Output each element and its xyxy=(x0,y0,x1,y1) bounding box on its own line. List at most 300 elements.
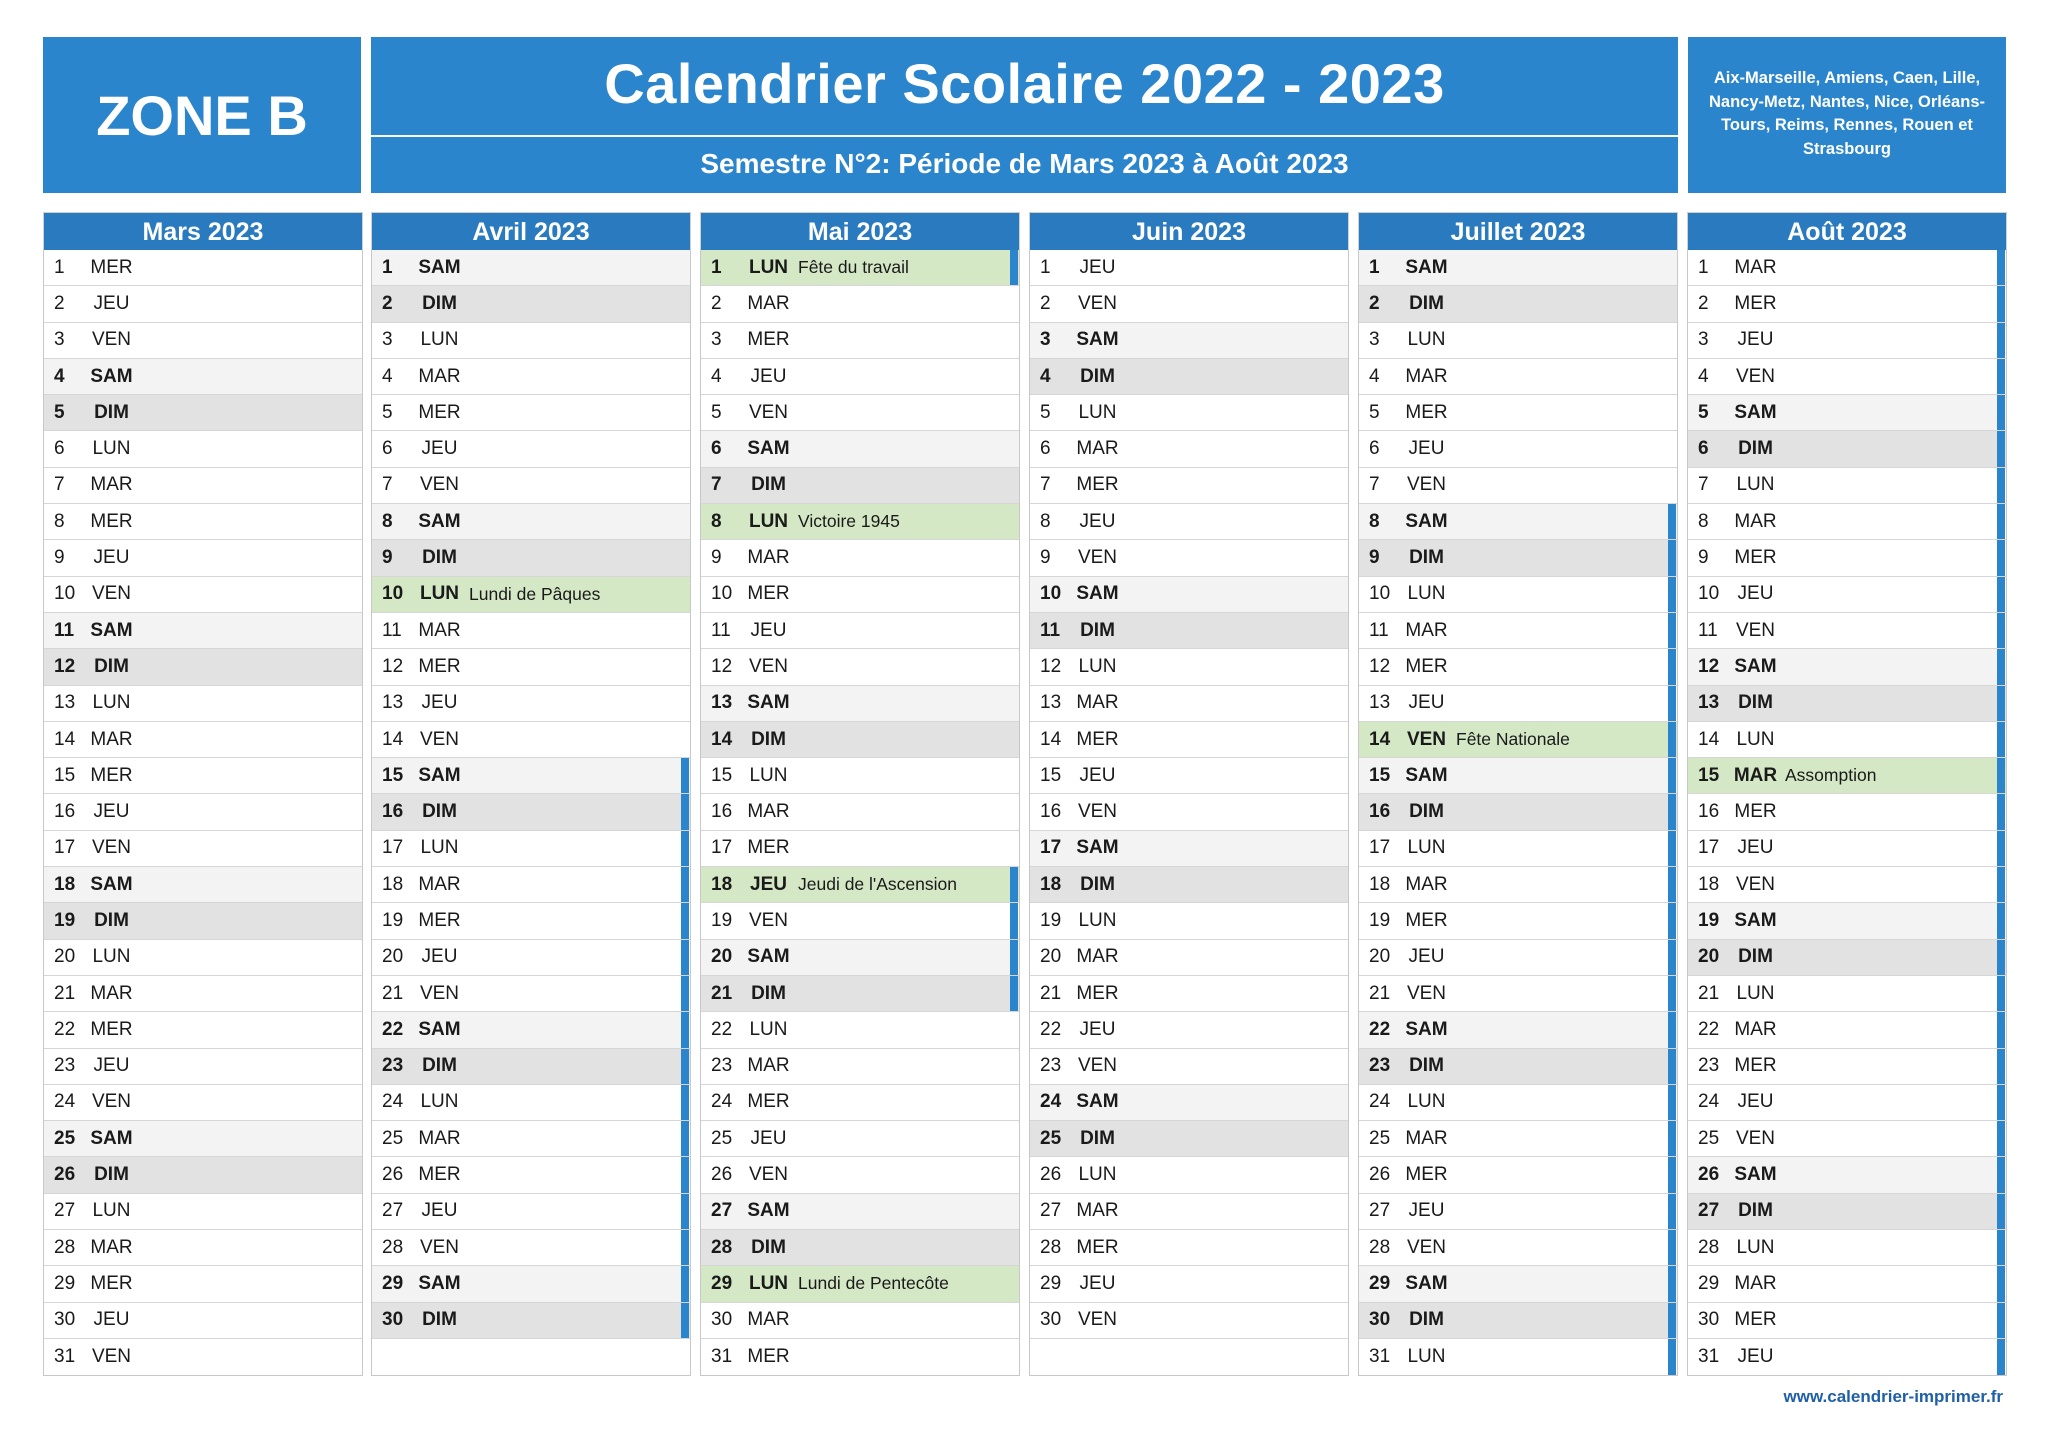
day-number: 15 xyxy=(1698,764,1720,786)
month-header: Juillet 2023 xyxy=(1358,212,1678,250)
day-row xyxy=(44,1339,362,1375)
day-row xyxy=(1688,649,2006,685)
day-number: 9 xyxy=(54,547,65,569)
weekday-label: LUN xyxy=(1407,583,1446,605)
day-row xyxy=(372,903,690,939)
vacation-marker xyxy=(1668,577,1676,612)
weekday-label: MER xyxy=(90,256,133,278)
day-row xyxy=(1030,250,1348,286)
day-row xyxy=(372,613,690,649)
day-number: 31 xyxy=(1369,1346,1391,1368)
day-number: 15 xyxy=(711,764,733,786)
vacation-marker xyxy=(1668,504,1676,539)
day-row xyxy=(701,903,1019,939)
vacation-marker xyxy=(1668,613,1676,648)
weekday-label: MER xyxy=(747,583,790,605)
day-row xyxy=(44,1049,362,1085)
weekday-label: VEN xyxy=(1406,982,1447,1004)
day-row xyxy=(44,758,362,794)
weekday-label: DIM xyxy=(94,1164,129,1186)
month-header: Mars 2023 xyxy=(43,212,363,250)
vacation-marker xyxy=(1010,903,1018,938)
day-row xyxy=(372,758,690,794)
weekday-label: VEN xyxy=(1735,619,1776,641)
day-number: 29 xyxy=(382,1272,404,1294)
day-row xyxy=(1688,831,2006,867)
day-number: 22 xyxy=(1698,1018,1720,1040)
day-row xyxy=(372,323,690,359)
day-row xyxy=(701,431,1019,467)
day-number: 4 xyxy=(1040,365,1051,387)
weekday-label: JEU xyxy=(1079,256,1116,278)
day-number: 15 xyxy=(382,764,404,786)
day-number: 1 xyxy=(1369,256,1380,278)
vacation-marker xyxy=(1997,250,2005,285)
day-list xyxy=(1029,250,1349,1376)
day-row xyxy=(1030,758,1348,794)
vacation-marker xyxy=(1997,1303,2005,1338)
day-number: 15 xyxy=(1040,764,1062,786)
weekday-label: DIM xyxy=(1738,438,1773,460)
weekday-label: DIM xyxy=(1080,873,1115,895)
day-number: 20 xyxy=(382,946,404,968)
day-row xyxy=(1688,395,2006,431)
weekday-label: LUN xyxy=(1078,655,1117,677)
weekday-label: MER xyxy=(1076,1236,1119,1258)
vacation-marker xyxy=(1668,758,1676,793)
day-number: 21 xyxy=(1698,982,1720,1004)
day-row xyxy=(1359,323,1677,359)
vacation-marker xyxy=(681,1121,689,1156)
day-number: 28 xyxy=(1369,1236,1391,1258)
weekday-label: LUN xyxy=(92,438,131,460)
day-number: 8 xyxy=(1040,510,1051,532)
day-number: 5 xyxy=(1698,401,1709,423)
month-header: Mai 2023 xyxy=(700,212,1020,250)
weekday-label: SAM xyxy=(1076,329,1119,351)
weekday-label: JEU xyxy=(93,801,130,823)
weekday-label: VEN xyxy=(748,1164,789,1186)
vacation-marker xyxy=(681,867,689,902)
month-header: Avril 2023 xyxy=(371,212,691,250)
day-number: 5 xyxy=(382,401,393,423)
day-row xyxy=(1359,831,1677,867)
day-row xyxy=(1688,359,2006,395)
day-row xyxy=(44,250,362,286)
day-row xyxy=(1030,1230,1348,1266)
day-number: 11 xyxy=(54,619,75,641)
weekday-label: MER xyxy=(747,837,790,859)
day-row xyxy=(1688,1266,2006,1302)
weekday-label: LUN xyxy=(1407,1091,1446,1113)
day-row xyxy=(701,758,1019,794)
weekday-label: MAR xyxy=(1734,1272,1777,1294)
weekday-label: MAR xyxy=(747,1055,790,1077)
weekday-label: JEU xyxy=(1737,329,1774,351)
vacation-marker xyxy=(681,1085,689,1120)
day-number: 8 xyxy=(1369,510,1380,532)
day-number: 31 xyxy=(54,1346,76,1368)
weekday-label: VEN xyxy=(91,583,132,605)
day-row xyxy=(1359,1049,1677,1085)
day-number: 24 xyxy=(1369,1091,1391,1113)
day-number: 18 xyxy=(54,873,76,895)
day-row xyxy=(701,686,1019,722)
weekday-label: LUN xyxy=(749,764,788,786)
weekday-label: MER xyxy=(1076,982,1119,1004)
month-header: Juin 2023 xyxy=(1029,212,1349,250)
weekday-label: MAR xyxy=(90,982,133,1004)
vacation-marker xyxy=(1997,1194,2005,1229)
day-row xyxy=(1030,613,1348,649)
day-row xyxy=(372,395,690,431)
day-number: 25 xyxy=(1040,1127,1062,1149)
day-row xyxy=(1030,903,1348,939)
day-row xyxy=(372,1121,690,1157)
day-row xyxy=(372,1194,690,1230)
weekday-label: MAR xyxy=(1734,1018,1777,1040)
weekday-label: MER xyxy=(747,1091,790,1113)
vacation-marker xyxy=(1997,758,2005,793)
day-row xyxy=(372,1339,690,1375)
weekday-label: JEU xyxy=(1408,946,1445,968)
day-list xyxy=(700,250,1020,1376)
weekday-label: VEN xyxy=(91,837,132,859)
day-number: 12 xyxy=(1698,655,1720,677)
weekday-label: DIM xyxy=(422,801,457,823)
vacation-marker xyxy=(1997,1339,2005,1375)
day-number: 3 xyxy=(382,329,393,351)
weekday-label: SAM xyxy=(418,1272,461,1294)
weekday-label: JEU xyxy=(750,1127,787,1149)
weekday-label: DIM xyxy=(751,474,786,496)
day-row xyxy=(44,1303,362,1339)
vacation-marker xyxy=(1997,1049,2005,1084)
weekday-label: JEU xyxy=(1737,1346,1774,1368)
weekday-label: MER xyxy=(1405,655,1448,677)
vacation-marker xyxy=(681,1266,689,1301)
vacation-marker xyxy=(1668,903,1676,938)
day-number: 14 xyxy=(54,728,76,750)
website-link[interactable]: www.calendrier-imprimer.fr xyxy=(1783,1387,2003,1406)
day-row xyxy=(701,1303,1019,1339)
vacation-marker xyxy=(1668,649,1676,684)
title-divider xyxy=(371,135,1678,137)
weekday-label: SAM xyxy=(1076,1091,1119,1113)
day-number: 24 xyxy=(54,1091,76,1113)
weekday-label: MAR xyxy=(747,801,790,823)
vacation-marker xyxy=(1997,504,2005,539)
day-row xyxy=(701,1339,1019,1375)
day-row xyxy=(1030,1012,1348,1048)
day-row xyxy=(1030,1303,1348,1339)
weekday-label: LUN xyxy=(1736,728,1775,750)
day-row xyxy=(1359,867,1677,903)
day-number: 9 xyxy=(711,547,722,569)
weekday-label: LUN xyxy=(1078,1164,1117,1186)
weekday-label: JEU xyxy=(421,438,458,460)
day-number: 27 xyxy=(1040,1200,1062,1222)
day-number: 29 xyxy=(54,1272,76,1294)
month-header: Août 2023 xyxy=(1687,212,2007,250)
day-row xyxy=(1030,686,1348,722)
day-number: 2 xyxy=(1369,292,1380,314)
day-row xyxy=(1688,903,2006,939)
weekday-label: VEN xyxy=(419,474,460,496)
day-row xyxy=(701,1012,1019,1048)
day-number: 12 xyxy=(711,655,733,677)
day-number: 21 xyxy=(382,982,404,1004)
day-number: 10 xyxy=(1369,583,1391,605)
weekday-label: LUN xyxy=(1078,401,1117,423)
day-row xyxy=(44,468,362,504)
weekday-label: VEN xyxy=(1406,474,1447,496)
weekday-label: SAM xyxy=(1076,837,1119,859)
weekday-label: LUN xyxy=(420,837,459,859)
weekday-label: VEN xyxy=(91,1346,132,1368)
day-row xyxy=(701,794,1019,830)
day-number: 18 xyxy=(1040,873,1062,895)
day-row xyxy=(44,1085,362,1121)
day-number: 25 xyxy=(54,1127,76,1149)
day-number: 17 xyxy=(1040,837,1062,859)
day-row xyxy=(1688,1085,2006,1121)
day-number: 7 xyxy=(382,474,393,496)
weekday-label: LUN xyxy=(420,329,459,351)
vacation-marker xyxy=(1997,867,2005,902)
day-number: 17 xyxy=(1369,837,1391,859)
day-row xyxy=(1688,577,2006,613)
day-row xyxy=(1688,250,2006,286)
weekday-label: SAM xyxy=(90,619,133,641)
weekday-label: SAM xyxy=(418,510,461,532)
day-row xyxy=(1030,976,1348,1012)
weekday-label: MAR xyxy=(1734,256,1777,278)
day-number: 15 xyxy=(54,764,76,786)
weekday-label: LUN xyxy=(420,1091,459,1113)
day-number: 27 xyxy=(1369,1200,1391,1222)
day-row xyxy=(701,722,1019,758)
vacation-marker xyxy=(1997,940,2005,975)
vacation-marker xyxy=(681,794,689,829)
day-row xyxy=(1688,940,2006,976)
day-number: 11 xyxy=(1040,619,1061,641)
day-row xyxy=(1030,1085,1348,1121)
day-row xyxy=(1030,794,1348,830)
weekday-label: SAM xyxy=(90,365,133,387)
day-row xyxy=(1030,1266,1348,1302)
vacation-marker xyxy=(1668,867,1676,902)
day-number: 7 xyxy=(1369,474,1380,496)
day-number: 19 xyxy=(1040,909,1062,931)
day-number: 21 xyxy=(1040,982,1062,1004)
day-row xyxy=(1688,1303,2006,1339)
weekday-label: DIM xyxy=(1409,1055,1444,1077)
vacation-marker xyxy=(1997,395,2005,430)
weekday-label: MAR xyxy=(418,365,461,387)
day-row xyxy=(1030,540,1348,576)
day-number: 11 xyxy=(1698,619,1718,641)
weekday-label: DIM xyxy=(1080,365,1115,387)
day-number: 4 xyxy=(711,365,722,387)
day-row xyxy=(1359,577,1677,613)
day-number: 19 xyxy=(1698,909,1720,931)
vacation-marker xyxy=(1668,686,1676,721)
weekday-label: SAM xyxy=(1734,1164,1777,1186)
day-row xyxy=(1688,976,2006,1012)
day-row xyxy=(701,1121,1019,1157)
vacation-marker xyxy=(1997,613,2005,648)
day-number: 7 xyxy=(1040,474,1051,496)
day-row xyxy=(44,613,362,649)
vacation-marker xyxy=(1668,1012,1676,1047)
day-row xyxy=(44,940,362,976)
day-row xyxy=(372,1085,690,1121)
day-row xyxy=(44,540,362,576)
day-number: 4 xyxy=(1369,365,1380,387)
day-row xyxy=(1030,1157,1348,1193)
title-banner xyxy=(371,37,1678,193)
day-number: 10 xyxy=(382,583,404,605)
weekday-label: LUN xyxy=(1736,474,1775,496)
day-row xyxy=(44,286,362,322)
weekday-label: MAR xyxy=(418,619,461,641)
day-row xyxy=(701,1230,1019,1266)
month-column xyxy=(1687,212,2007,1376)
weekday-label: JEU xyxy=(421,1200,458,1222)
weekday-label: MER xyxy=(1405,1164,1448,1186)
weekday-label: MER xyxy=(1405,909,1448,931)
day-number: 29 xyxy=(1040,1272,1062,1294)
day-row xyxy=(1359,1085,1677,1121)
day-row xyxy=(44,323,362,359)
weekday-label: MER xyxy=(1076,474,1119,496)
vacation-marker xyxy=(1010,976,1018,1011)
day-row xyxy=(1359,613,1677,649)
weekday-label: DIM xyxy=(94,401,129,423)
day-row xyxy=(1030,577,1348,613)
weekday-label: MER xyxy=(1734,1309,1777,1331)
day-number: 8 xyxy=(1698,510,1709,532)
weekday-label: DIM xyxy=(1409,1309,1444,1331)
day-row xyxy=(701,359,1019,395)
day-number: 28 xyxy=(1040,1236,1062,1258)
weekday-label: LUN xyxy=(1407,1346,1446,1368)
day-number: 14 xyxy=(1369,728,1391,750)
day-number: 9 xyxy=(382,547,393,569)
vacation-marker xyxy=(1997,359,2005,394)
day-row xyxy=(44,1266,362,1302)
weekday-label: MER xyxy=(90,1272,133,1294)
day-number: 2 xyxy=(1698,292,1709,314)
day-number: 11 xyxy=(382,619,402,641)
day-number: 25 xyxy=(382,1127,404,1149)
day-number: 14 xyxy=(711,728,733,750)
weekday-label: SAM xyxy=(747,438,790,460)
day-number: 27 xyxy=(1698,1200,1720,1222)
day-row xyxy=(1688,468,2006,504)
vacation-marker xyxy=(1997,722,2005,757)
vacation-marker xyxy=(1010,250,1018,285)
day-row xyxy=(1688,758,2006,794)
day-row xyxy=(44,431,362,467)
vacation-marker xyxy=(1997,1012,2005,1047)
day-row xyxy=(1688,286,2006,322)
day-number: 24 xyxy=(382,1091,404,1113)
day-number: 12 xyxy=(54,655,76,677)
day-row xyxy=(372,468,690,504)
day-row xyxy=(372,940,690,976)
day-number: 28 xyxy=(1698,1236,1720,1258)
vacation-marker xyxy=(1668,1339,1676,1375)
weekday-label: JEU xyxy=(1408,438,1445,460)
vacation-marker xyxy=(1668,722,1676,757)
vacation-marker xyxy=(1997,976,2005,1011)
weekday-label: DIM xyxy=(422,547,457,569)
holiday-label: Fête du travail xyxy=(798,257,909,278)
day-row xyxy=(701,577,1019,613)
day-number: 22 xyxy=(54,1018,76,1040)
weekday-label: LUN xyxy=(748,1272,789,1294)
day-number: 17 xyxy=(54,837,76,859)
day-row xyxy=(44,1012,362,1048)
weekday-label: LUN xyxy=(92,692,131,714)
day-number: 13 xyxy=(382,692,404,714)
day-row xyxy=(1359,649,1677,685)
vacation-marker xyxy=(681,758,689,793)
weekday-label: LUN xyxy=(1736,982,1775,1004)
vacation-marker xyxy=(1668,940,1676,975)
day-number: 10 xyxy=(1698,583,1720,605)
vacation-marker xyxy=(681,1194,689,1229)
day-row xyxy=(1688,1012,2006,1048)
weekday-label: VEN xyxy=(1077,1055,1118,1077)
day-row xyxy=(1688,722,2006,758)
weekday-label: MER xyxy=(1405,401,1448,423)
day-row xyxy=(44,1230,362,1266)
day-row xyxy=(44,831,362,867)
day-number: 7 xyxy=(711,474,722,496)
day-list xyxy=(371,250,691,1376)
day-row xyxy=(701,1266,1019,1302)
day-row xyxy=(372,976,690,1012)
day-number: 31 xyxy=(711,1346,733,1368)
vacation-marker xyxy=(1668,831,1676,866)
weekday-label: JEU xyxy=(93,1055,130,1077)
day-row xyxy=(1030,940,1348,976)
day-row xyxy=(1359,504,1677,540)
day-number: 18 xyxy=(382,873,404,895)
weekday-label: JEU xyxy=(1408,692,1445,714)
day-row xyxy=(44,686,362,722)
day-list xyxy=(43,250,363,1376)
day-number: 20 xyxy=(1698,946,1720,968)
day-row xyxy=(1359,903,1677,939)
day-row xyxy=(44,722,362,758)
day-number: 9 xyxy=(1369,547,1380,569)
day-number: 4 xyxy=(382,365,393,387)
month-column xyxy=(43,212,363,1376)
vacation-marker xyxy=(681,831,689,866)
vacation-marker xyxy=(1668,1194,1676,1229)
day-row xyxy=(1359,1121,1677,1157)
weekday-label: JEU xyxy=(1737,583,1774,605)
day-number: 24 xyxy=(1040,1091,1062,1113)
day-row xyxy=(1688,1339,2006,1375)
weekday-label: MER xyxy=(1734,1055,1777,1077)
vacation-marker xyxy=(1997,794,2005,829)
weekday-label: SAM xyxy=(1405,764,1448,786)
